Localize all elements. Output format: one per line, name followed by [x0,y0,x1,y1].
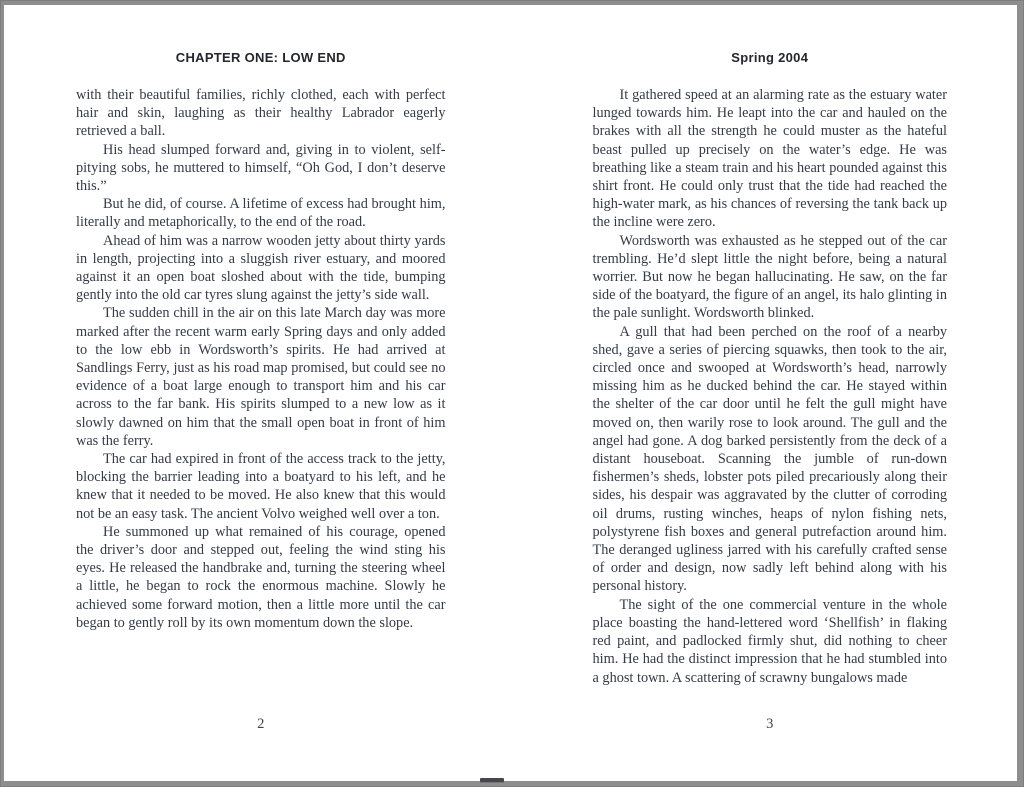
book-spread [4,5,1017,781]
paragraph: The sudden chill in the air on this late March day was more marked after the recent warm early Spring days and only added to the low ebb in Wordsworth’s spirits. He had arrived at Sandlings Ferry, just as his road map promised, but could see no evidence of a boat large enough to transport him and his car across to the far bank. His spirits slumped to a new low as it slowly dawned on him that the small open boat in front of him was the ferry. [76,305,446,449]
scrollbar-thumb[interactable] [480,778,504,783]
paragraph: He summoned up what remained of his courage, opened the driver’s door and stepped out, feeling the wind sting his eyes. He released the handbrake and, turning the steering wheel a little, he began to rock the enormous machine. Slowly he achieved some forward motion, then a little more until the car began to gently roll by its own momentum down the slope. [76,523,446,631]
paragraph: Ahead of him was a narrow wooden jetty about thirty yards in length, projecting into a sluggish river estuary, and moored against it an open boat sloshed about with the tide, bumping gently into the old car tyres slung against the jetty’s side wall. [76,232,446,304]
right-page-number: 3 [766,716,774,732]
paragraph: His head slumped forward and, giving in to violent, self-pitying sobs, he muttered to himself, “Oh God, I don’t deserve this.” [76,141,446,195]
paragraph: The sight of the one commercial venture in the whole place boasting the hand-lettered word ‘Shellfish’ in flaking red paint, and padlocked firmly shut, did nothing to cheer him. He had the distinct impression that he had stumbled into a ghost town. A scattering of scrawny bungalows made [592,596,947,686]
paragraph: The car had expired in front of the access track to the jetty, blocking the barrier leading into a boatyard to his left, and he knew that it needed to be moved. He also knew that this would not be an easy task. The ancient Volvo weighed well over a ton. [76,451,446,522]
paragraph: with their beautiful families, richly clothed, each with perfect hair and skin, laughing as their healthy Labrador eagerly retrieved a ball. [76,87,446,140]
paragraph: But he did, of course. A lifetime of excess had brought him, literally and metaphorically, to the end of the road. [76,196,446,231]
viewer-frame [1,1,1023,786]
right-text-column [593,86,948,687]
paragraph: Wordsworth was exhausted as he stepped out of the car trembling. He’d slept little the night before, being a natural worrier. But now he began hallucinating. He saw, on the far side of the boatyard, the figure of an angel, its halo glinting in the pale sunlight. Wordsworth blinked. [592,232,947,322]
left-page-number: 2 [257,716,265,732]
paragraph: A gull that had been perched on the roof of a nearby shed, gave a series of piercing squawks, then took to the air, circled once and swooped at Wordsworth’s head, narrowly missing him as he ducked behind the car. He stayed within the shelter of the car door until he felt the gull might have moved on, then warily rose to look around. The gull and the angel had gone. A dog barked persistently from the deck of a distant houseboat. Scanning the jumble of run-down fishermen’s sheds, lobster pots piled precariously along their sides, his despair was aggravated by the clutter of corroding oil drums, rusting winches, heaps of nylon fishing nets, polystyrene fish boxes and general putrefaction around him. The deranged ugliness jarred with his carefully crafted sense of order and design, now sadly left behind along with his personal history. [592,323,947,595]
left-running-header: CHAPTER ONE: LOW END [175,50,346,65]
paragraph: It gathered speed at an alarming rate as the estuary water lunged towards him. He leapt into the car and hauled on the brakes with all the strength he could muster as the hateful beast pulled up precisely on the water’s edge. He was breathing like a steam train and his heart pounded against this shirt front. He could only trust that the tide had reached the high-water mark, as his chances of reversing the tank back up the incline were zero. [592,87,947,231]
page-right [511,5,1018,781]
left-text-column [76,86,446,632]
right-running-header: Spring 2004 [731,50,809,65]
page-left [4,5,511,781]
